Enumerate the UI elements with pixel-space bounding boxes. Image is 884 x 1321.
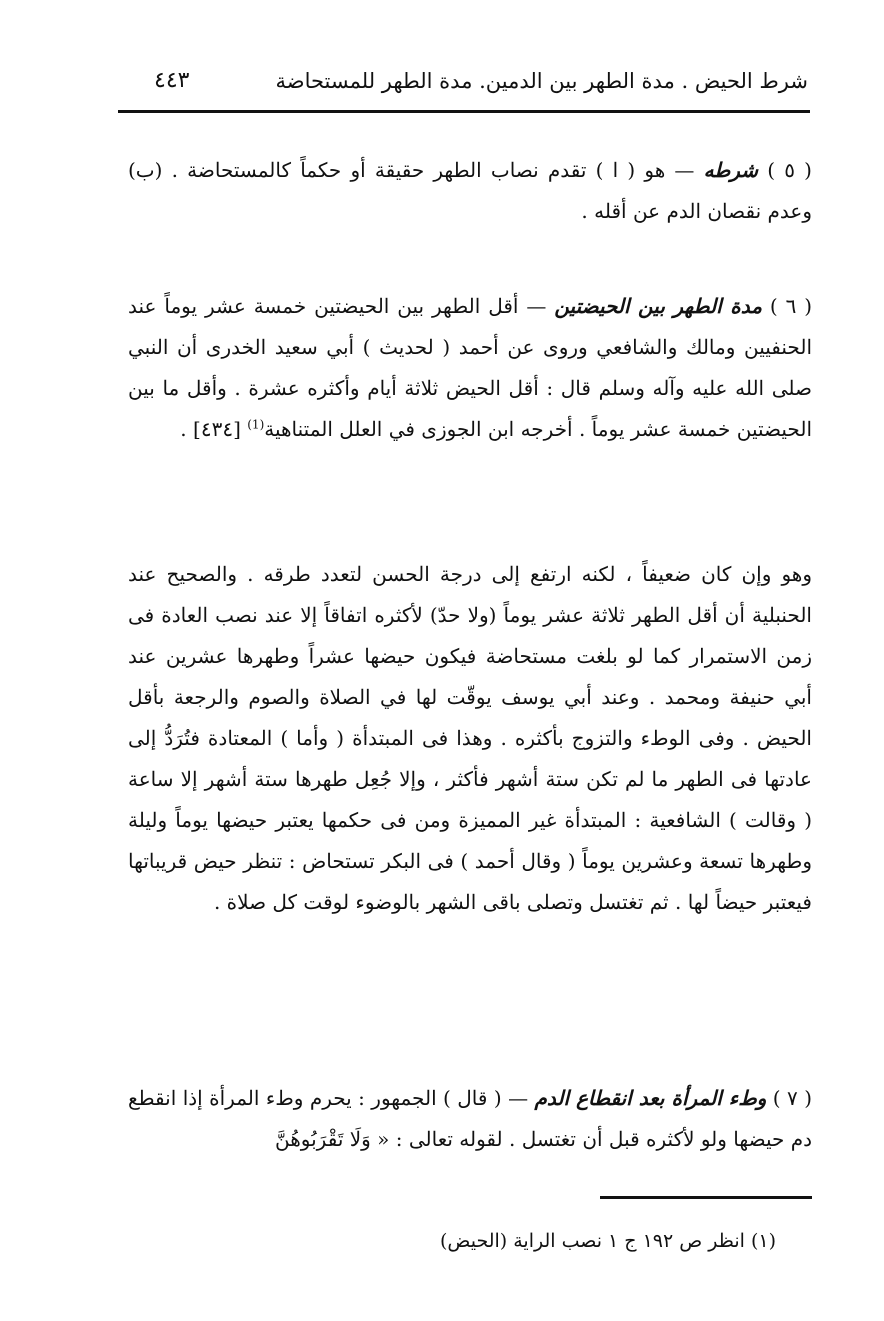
- page-number: ٤٤٣: [154, 68, 190, 93]
- section-6-paragraph: [128, 286, 812, 450]
- section-5: [128, 150, 812, 232]
- section-7: [128, 1078, 812, 1160]
- header-title: شرط الحيض . مدة الطهر بين الدمين. مدة الطهر للمستحاضة: [275, 69, 808, 93]
- section-7-heading: وطء المرأة بعد انقطاع الدم: [534, 1086, 767, 1110]
- section-6-heading: مدة الطهر بين الحيضتين: [554, 294, 762, 318]
- section-5-heading: شرطه: [703, 158, 759, 182]
- footnote-divider: [600, 1196, 812, 1199]
- section-6-text: — أقل الطهر بين الحيضتين خمسة عشر يوماً عند الحنفيين ومالك والشافعي وروى عن أحمد ( لحديث ) أبي سعيد الخدرى أن النبي صلى الله عليه وآله وسلم قال : أقل الحيض ثلاثة أيام وأكثره عشرة . وأقل ما بين الحيضتين خمسة عشر يوماً . أخرجه ابن الجوزى في العلل المتناهية: [128, 294, 812, 441]
- section-5-number: ( ٥ ): [767, 158, 812, 182]
- footnote-marker[interactable]: (1): [247, 417, 265, 432]
- footnote: (١) انظر ص ١٩٢ ج ١ نصب الراية (الحيض): [440, 1230, 776, 1252]
- hanbali-paragraph: [128, 554, 812, 923]
- section-6-number: ( ٦ ): [769, 294, 813, 318]
- section-5-text: — هو ( ا ) تقدم نصاب الطهر حقيقة أو حكماً كالمستحاضة . (ب) وعدم نقصان الدم عن أقله .: [128, 158, 812, 223]
- section-7-paragraph: [128, 1078, 812, 1160]
- running-header: [118, 62, 808, 106]
- section-7-text: — ( قال ) الجمهور : يحرم وطء المرأة إذا انقطع دم حيضها ولو لأكثره قبل أن تغتسل . لقوله تعالى : « وَلَا تَقْرَبُوهُنَّ: [128, 1086, 812, 1151]
- section-6-reference: [٤٣٤] .: [180, 417, 241, 441]
- section-5-paragraph: [128, 150, 812, 232]
- section-7-number: ( ٧ ): [772, 1086, 813, 1110]
- hanbali-paragraph-text: وهو وإن كان ضعيفاً ، لكنه ارتفع إلى درجة الحسن لتعدد طرقه . والصحيح عند الحنبلية أن أقل الطهر ثلاثة عشر يوماً (ولا حدّ) لأكثره اتفاقاً إلا عند نصب العادة فى زمن الاستمرار كما لو بلغت مستحاضة فيكون حيضها عشراً وطهرها عشرين عند أبي حنيفة ومحمد . وعند أبي يوسف يوقّت لها في الصلاة والصوم والرجعة بأقل الحيض . وفى الوطء والتزوج بأكثره . وهذا فى المبتدأة ( وأما ) المعتادة فتُرَدُّ إلى عادتها فى الطهر ما لم تكن ستة أشهر فأكثر ، وإلا جُعِل طهرها ستة أشهر إلا ساعة ( وقالت ) الشافعية : المبتدأة غير المميزة ومن فى حكمها يعتبر حيضها يوماً وليلة وطهرها تسعة وعشرين يوماً ( وقال أحمد ) فى البكر تستحاض : تنظر حيض قريباتها فيعتبر حيضاً لها . ثم تغتسل وتصلى باقى الشهر بالوضوء لوقت كل صلاة .: [128, 562, 812, 914]
- section-6: [128, 286, 812, 450]
- header-divider: [118, 110, 810, 113]
